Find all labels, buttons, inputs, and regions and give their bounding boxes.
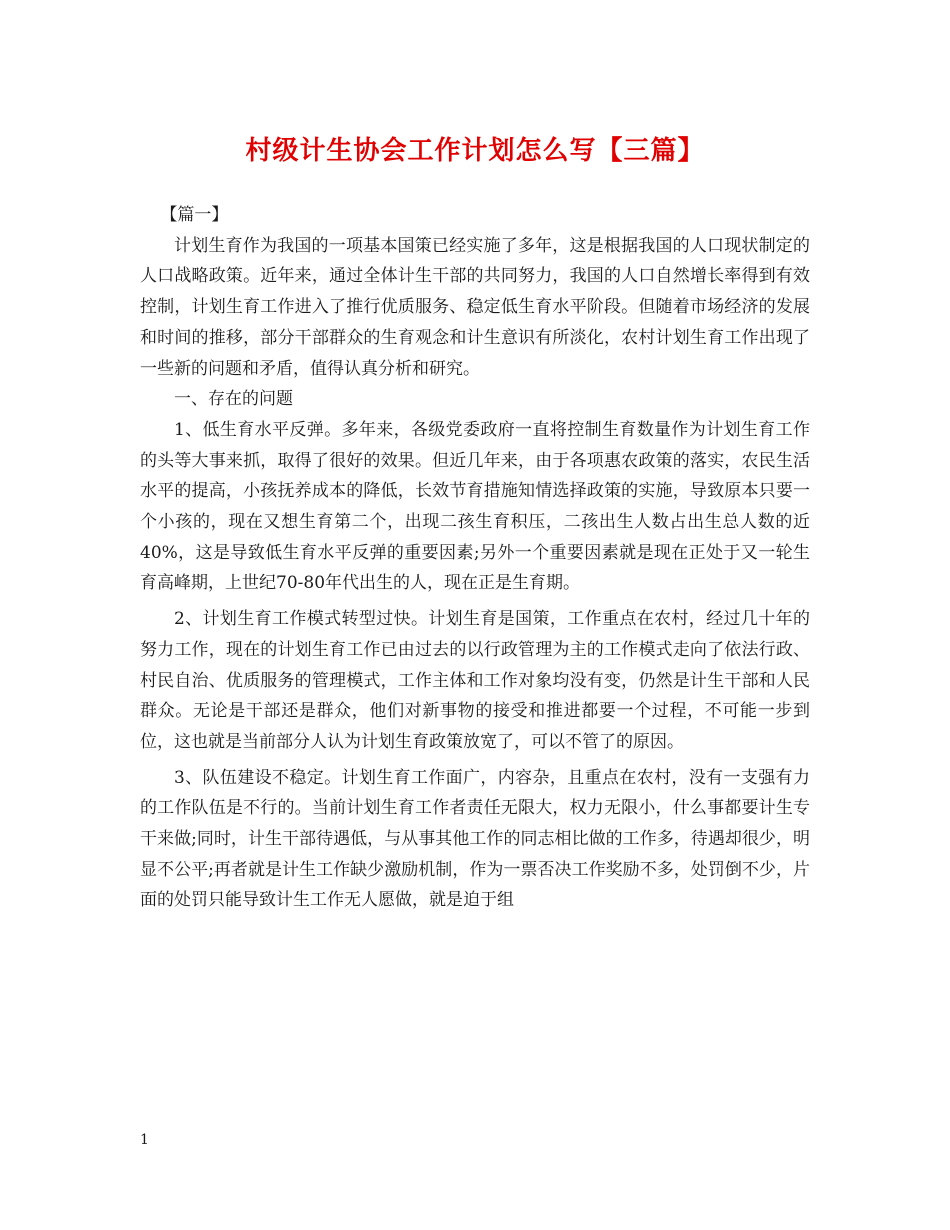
paragraph-intro: 计划生育作为我国的一项基本国策已经实施了多年，这是根据我国的人口现状制定的人口战略政策。近年来，通过全体计生干部的共同努力，我国的人口自然增长率得到有效控制，计划生育工作进入了推行优质服务、稳定低生育水平阶段。但随着市场经济的发展和时间的推移，部分干部群众的生育观念和计生意识有所淡化，农村计划生育工作出现了一些新的问题和矛盾，值得认真分析和研究。: [140, 235, 810, 379]
document-title: 村级计生协会工作计划怎么写【三篇】: [245, 136, 705, 166]
paragraph-heading-problems: 一、存在的问题: [174, 389, 293, 410]
paragraph-problem-1: 1、低生育水平反弹。多年来，各级党委政府一直将控制生育数量作为计划生育工作的头等大事来抓，取得了很好的效果。但近几年来，由于各项惠农政策的落实，农民生活水平的提高，小孩抚养成本的降低，长效节育措施知情选择政策的实施，导致原本只要一个小孩的，现在又想生育第二个，出现二孩生育积压，二孩出生人数占出生总人数的近40%，这是导致低生育水平反弹的重要因素;另外一个重要因素就是现在正处于又一轮生育高峰期，上世纪70-80年代出生的人，现在正是生育期。: [140, 419, 810, 594]
page-number: 1: [140, 1132, 149, 1148]
document-body: [140, 200, 810, 916]
paragraph-problem-3: 3、队伍建设不稳定。计划生育工作面广，内容杂，且重点在农村，没有一支强有力的工作队伍是不行的。当前计划生育工作者责任无限大，权力无限小，什么事都要计生专干来做;同时，计生干部待遇低，与从事其他工作的同志相比做的工作多，待遇却很少，明显不公平;再者就是计生工作缺少激励机制，作为一票否决工作奖励不多，处罚倒不少，片面的处罚只能导致计生工作无人愿做，就是迫于组: [140, 767, 810, 911]
paragraph-problem-2: 2、计划生育工作模式转型过快。计划生育是国策，工作重点在农村，经过几十年的努力工作，现在的计划生育工作已由过去的以行政管理为主的工作模式走向了依法行政、村民自治、优质服务的管理模式，工作主体和工作对象均没有变，仍然是计生干部和人民群众。无论是干部还是群众，他们对新事物的接受和推进都要一个过程，不可能一步到位，这也就是当前部分人认为计划生育政策放宽了，可以不管了的原因。: [140, 609, 810, 752]
section-heading: 【篇一】: [160, 205, 229, 225]
